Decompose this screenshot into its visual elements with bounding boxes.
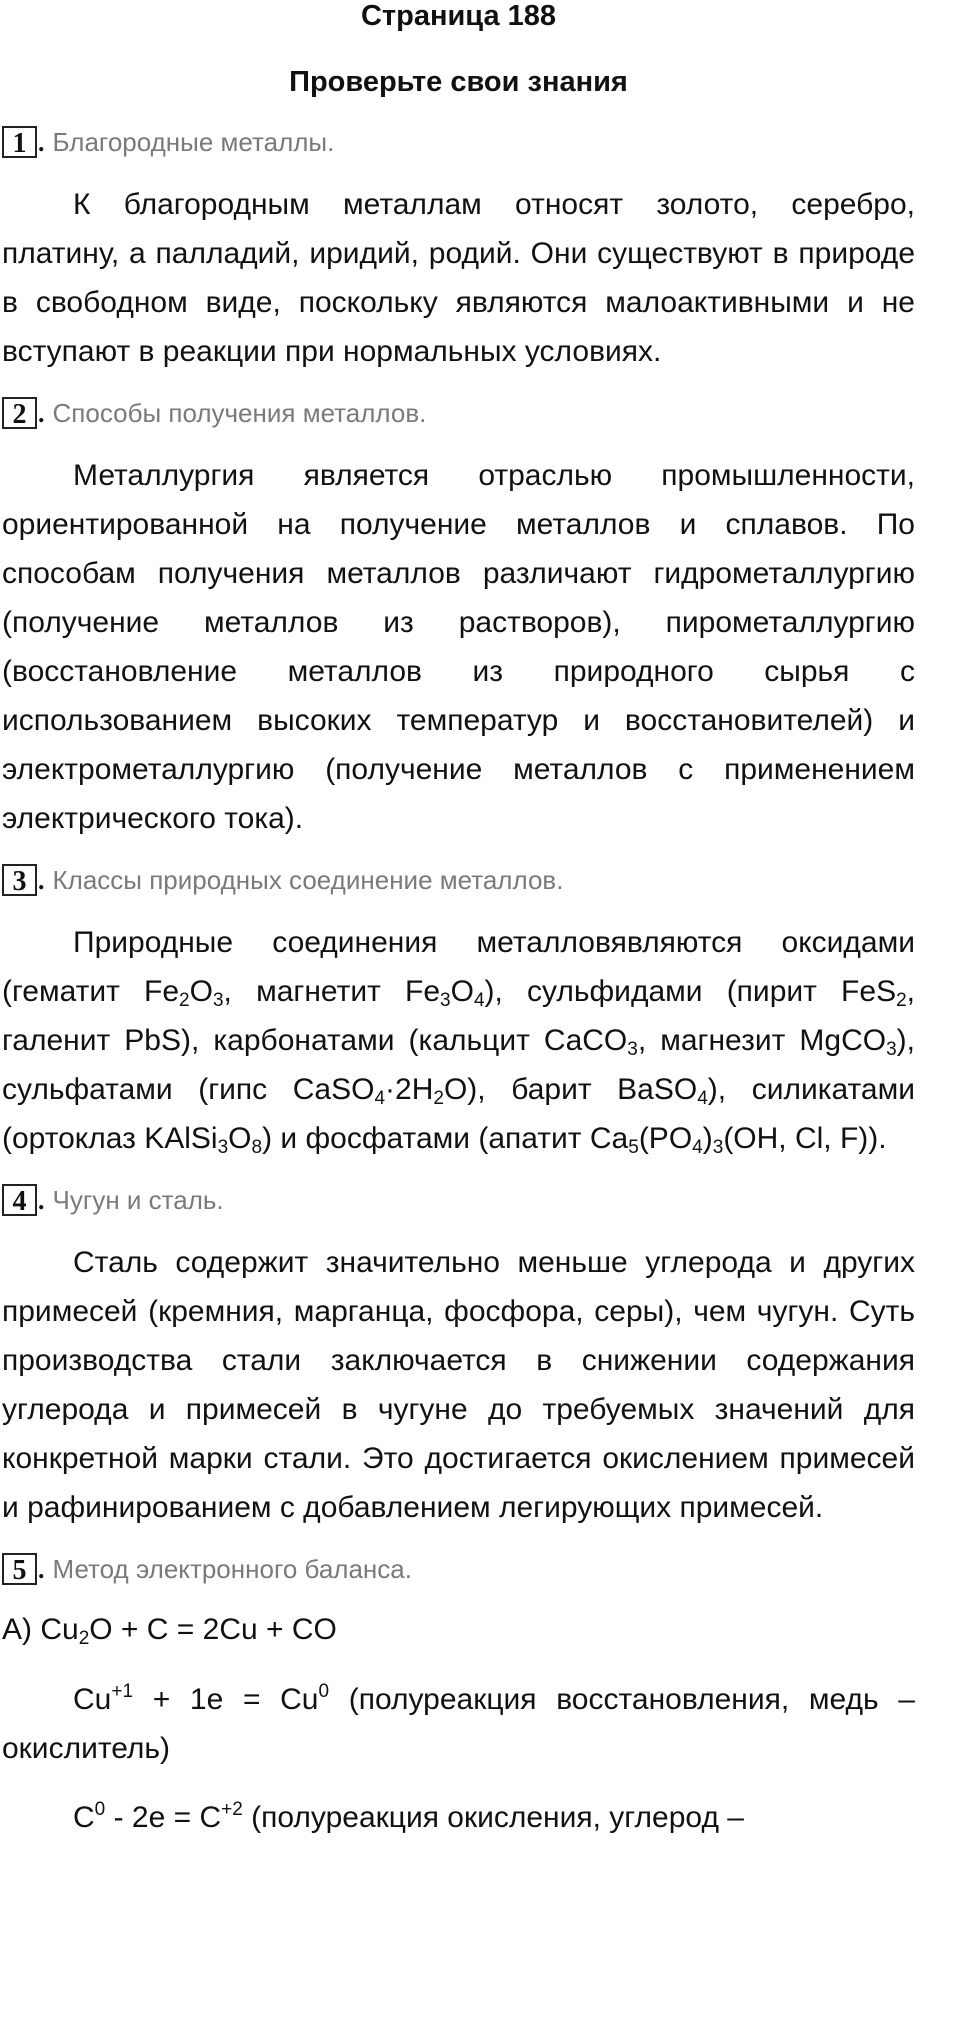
- page: [0, 2, 915, 1842]
- question-title: Благородные металлы.: [52, 126, 335, 157]
- question-5-header: [2, 1551, 915, 1587]
- equation-text: + 1e = Cu: [133, 1683, 319, 1716]
- answer-text: O: [228, 1122, 252, 1155]
- formula-subscript: 3: [212, 990, 224, 1011]
- formula-subscript: 3: [217, 1137, 229, 1158]
- question-title: Способы получения металлов.: [52, 397, 427, 428]
- oxidation-state: +2: [221, 1799, 243, 1820]
- question-number-dot: .: [38, 1555, 45, 1584]
- question-4-header: [2, 1182, 915, 1218]
- answer-text: ), силикатами (ортоклаз KAlSi: [2, 1073, 915, 1155]
- equation-text: А) Cu: [2, 1613, 79, 1646]
- answer-text: Природные соединения металловявляются оксидами (гематит Fe: [2, 926, 915, 1008]
- half-reaction-reduction: [2, 1675, 915, 1773]
- formula-subscript: 2: [433, 1088, 444, 1109]
- question-number-dot: .: [38, 866, 45, 895]
- question-number-box: 5: [2, 1553, 37, 1585]
- answer-text: (PO: [638, 1122, 693, 1155]
- answer-paragraph-1: К благородным металлам относят золото, серебро, платину, а палладий, иридий, родий. Они существуют в природе в свободном виде, поскольку являются малоактивными и не вступают в реакции при нормальных условиях.: [2, 188, 915, 368]
- formula-subscript: 4: [374, 1088, 386, 1109]
- question-number-dot: .: [38, 1186, 45, 1215]
- formula-subscript: 2: [78, 1628, 90, 1649]
- formula-subscript: 5: [628, 1137, 639, 1158]
- oxidation-state: 0: [318, 1681, 330, 1702]
- answer-text: ), сульфидами (пирит FeS: [484, 975, 897, 1008]
- answer-text: ) и фосфатами (апатит Ca: [262, 1122, 629, 1155]
- formula-subscript: 2: [896, 990, 907, 1011]
- question-title: Метод электронного баланса.: [52, 1553, 412, 1584]
- answer-text: (OH, Cl, F)).: [723, 1122, 887, 1155]
- question-number-box: 2: [2, 397, 37, 429]
- oxidation-state: +1: [111, 1681, 134, 1702]
- oxidation-state: 0: [94, 1799, 106, 1820]
- equation-text: - 2e = C: [105, 1801, 222, 1834]
- formula-subscript: 3: [627, 1039, 638, 1060]
- answer-paragraph-4: Сталь содержит значительно меньше углерода и других примесей (кремния, марганца, фосфора, серы), чем чугун. Суть производства стали заключается в снижении содержания углерода и примесей в чугуне до требуемых значений для конкретной марки стали. Это достигается окислением примесей и рафинированием с добавлением легирующих примесей.: [2, 1246, 915, 1524]
- answer-paragraph-2: Металлургия является отраслью промышленности, ориентированной на получение металлов и сплавов. По способам получения металлов различают гидрометаллургию (получение металлов из растворов), пирометаллургию (восстановление металлов из природного сырья с использованием высоких температур и восстановителей) и электрометаллургию (получение металлов с применением электрического тока).: [2, 459, 915, 835]
- formula-subscript: 2: [179, 990, 190, 1011]
- answer-text: ), сульфатами (гипс CaSO: [2, 1024, 915, 1106]
- equation-note: (полуреакция восстановления, медь – окислитель): [2, 1683, 915, 1765]
- answer-text: ·2H: [385, 1073, 434, 1106]
- formula-subscript: 4: [692, 1137, 703, 1158]
- formula-subscript: 4: [697, 1088, 708, 1109]
- answer-paragraph-3: [2, 918, 915, 1163]
- page-title: Страница 188: [360, 0, 557, 32]
- equation-text: O + C = 2Cu + CO: [89, 1613, 337, 1646]
- formula-subscript: 3: [712, 1137, 724, 1158]
- question-number-dot: .: [38, 399, 45, 428]
- question-3-header: [2, 862, 915, 898]
- question-1-header: [2, 124, 915, 160]
- reaction-equation-a: [2, 1605, 915, 1654]
- answer-text: , магнетит Fe: [223, 975, 441, 1008]
- formula-subscript: 3: [440, 990, 451, 1011]
- answer-text: O), барит BaSO: [443, 1073, 698, 1106]
- section-title: Проверьте свои знания: [289, 66, 628, 98]
- half-reaction-oxidation: [2, 1793, 915, 1842]
- question-number-box: 1: [2, 126, 37, 158]
- answer-text: , галенит PbS), карбонатами (кальцит CaCO: [2, 975, 915, 1057]
- question-number-box: 4: [2, 1184, 37, 1216]
- answer-text: O: [450, 975, 474, 1008]
- question-number-dot: .: [38, 128, 45, 157]
- formula-subscript: 3: [886, 1039, 897, 1060]
- question-title: Чугун и сталь.: [52, 1184, 224, 1215]
- formula-subscript: 4: [473, 990, 485, 1011]
- answer-text: , магнезит MgCO: [637, 1024, 887, 1057]
- question-number-box: 3: [2, 864, 37, 896]
- equation-text: C: [73, 1801, 95, 1834]
- answer-text: O: [189, 975, 213, 1008]
- question-2-header: [2, 395, 915, 431]
- formula-subscript: 8: [251, 1137, 263, 1158]
- equation-note: (полуреакция окисления, углерод –: [242, 1801, 744, 1834]
- answer-text: ): [702, 1122, 713, 1155]
- equation-text: Cu: [73, 1683, 112, 1716]
- question-title: Классы природных соединение металлов.: [52, 864, 564, 895]
